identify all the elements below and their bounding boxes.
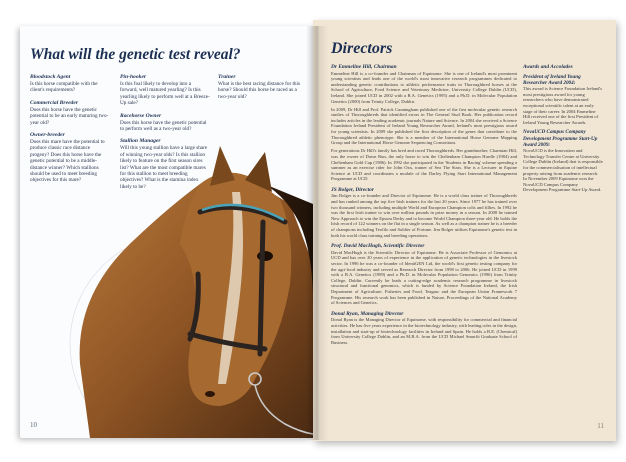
award-title: NovaUCD Campus Company Development Programme Start-Up Award 2009:: [523, 129, 598, 148]
question-block: [218, 74, 304, 100]
directors-column: [331, 64, 517, 350]
award-text: This award is Science Foundation Ireland's most prestigious award for young researchers who have demonstrated exceptional scientific talent at an early stage of their career. In 2004 Emmeline Hill received one of the first President of Ireland Young Researcher Awards.: [523, 86, 603, 125]
awards-column: [523, 64, 603, 197]
director-block: [331, 243, 517, 306]
question-block: [120, 113, 210, 133]
question-text: Does this mare have the potential to produce classic race distance progeny? Does this horse have the genetic potential to be a middle-distance winner? Which stallions should be used to meet breeding objectives for this mare?: [30, 139, 105, 184]
director-paragraph: For generations Dr Hill's family has bred and raced Thoroughbreds. Her grandmother, Charmian Hill, was the owner of Dawn Run, the only horse to win the Cheltenham Champion Hurdle (1984) and Cheltenham Gold Cup (1986). In 1992 she participated in the 'Students in Racing' scheme spending a summer as an exercise rider for John Oxx, trainer of Sea The Stars. She is a Lecturer in Equine Science at UCD and coordinates a module of the Darley Flying Start International Management Programme at UCD.: [331, 148, 517, 182]
question-text: Will this young stallion have a large share of winning two-year olds? Is this stallion likely to feature on the first season sires list? What are the most compatible mares for this stallion to meet breeding objectives? What is the stamina index likely to be?: [120, 145, 208, 190]
director-paragraph: David MacHugh is the Scientific Director of Equinome. He is Associate Professor of Genomics at UCD and has over 20 years of experience in the application of genetic technologies in the livestock sector. In 1996 he was a co-founder of IdentiGEN Ltd, the world's first genetic testing company for the agri-food industry and served as Research Director from 1998 to 2006. He joined UCD in 1999 with a B.A. Genetics (1989) and a Ph.D. in Molecular Population Genomics (1996) from Trinity College, Dublin. Currently he leads a cutting-edge academic research programme in livestock structural and functional genomics, which is funded by Science Foundation Ireland, the Irish Department of Agriculture, Fisheries and Food, Teagasc and the European Union Framework 7 Programme. His research work has been published in Nature, Proceedings of the National Academy of Sciences and Genetics.: [331, 249, 517, 306]
brochure-spread: [20, 20, 616, 441]
question-block: [30, 74, 110, 94]
horse-eye: [257, 251, 273, 261]
question-title: Racehorse Owner: [120, 112, 162, 119]
question-title: Trainer: [218, 74, 236, 80]
left-page-heading: What will the genetic test reveal?: [30, 46, 241, 63]
director-block: [331, 311, 517, 346]
question-block: [30, 100, 110, 126]
left-page: [20, 26, 313, 438]
right-page: [313, 20, 616, 441]
question-block: [120, 74, 210, 107]
director-paragraph: Jim Bolger is a co-founder and Director of Equinome. He is a world class trainer of Thoroughbreds and has ranked among the top five Irish trainers for the last 20 years. Since 1977 he has trained over two thousand winners, including multiple World and European Champion colts and fillies. In 1992 he was the first Irish trainer to win over million pounds in prize money in a season. In 2008 he trained New Approach to win the Epsom Derby and to become World Champion three-year old. He holds the Irish record of 122 winners on the flat in a single season. As well as a champion trainer he is a breeder of champions including Teofilo and Soldier of Fortune. Jim Bolger utilises Equinome's genetic test in both his world class training and breeding operations.: [331, 193, 517, 238]
director-block: [331, 64, 517, 182]
question-text: Is this foal likely to develop into a forward, well matured yearling? Is this yearling likely to perform well at a Breeze-Up sale?: [120, 81, 210, 107]
question-title: Owner-breeder: [30, 132, 65, 139]
question-column-3: [218, 74, 304, 106]
question-text: Does this horse have the genetic potential to perform well as a two-year old?: [120, 119, 207, 133]
right-page-heading: Directors: [331, 40, 393, 57]
awards-heading: Awards and Accolades: [523, 64, 573, 70]
director-paragraph: Donal Ryan is the Managing Director of Equinome, with responsibility for commercial and financial activities. He has five years experience in the biotechnology industry, with leading roles in the design, installation and start-up of biotechnology facilities in Ireland and Spain. He holds a B.E. (Chemical) from University College Dublin, and an M.B.A. from the UCD Michael Smurfit Graduate School of Business.: [331, 317, 517, 345]
director-title: JS Bolger, Director: [331, 186, 374, 193]
question-title: Stallion Manager: [120, 138, 161, 145]
director-paragraph: In 2009, Dr Hill and Prof. Patrick Cunningham published one of the first molecular genetic research studies of Thoroughbreds that identified errors in The General Stud Book. Her publication record includes articles in the leading academic journals Nature and Science. In 2004 she received a Science Foundation Ireland President of Ireland Young Researcher Award, Ireland's most prestigious award for young scientists. In 2009 she published the first description of the genes that contribute to the Thoroughbred athletic phenotype. She is a member of the International Horse Genome Mapping Group and the International Horse Genome Sequencing Consortium.: [331, 106, 517, 146]
award-text: NovaUCD is the Innovation and Technology Transfer Centre at University College Dublin (Ireland) that is responsible for the commercialisation of intellectual property arising from academic research. In November 2009 Equinome won the NovaUCD Campus Company Development Programme Start-Up Award.: [523, 148, 603, 193]
award-title: President of Ireland Young Researcher Award 2004:: [523, 73, 581, 86]
horse-nostril: [205, 391, 215, 397]
question-text: What is the best racing distance for this horse? Should this horse be raced as a two-year old?: [218, 81, 300, 100]
director-paragraph: Emmeline Hill is a co-founder and Chairman of Equinome. She is one of Ireland's most prominent young scientists and leads one of the world's most innovative research programmes dedicated to understanding genetic contributions to athletic performance traits in Thoroughbred horses at the School of Agriculture, Food Science and Veterinary Medicine, University College Dublin (UCD), Ireland. She joined UCD in 2002 with a B.A. Genetics (1995) and a Ph.D. in Molecular Population Genetics (2000) from Trinity College, Dublin.: [331, 70, 517, 104]
horse-ear-left: [210, 146, 235, 186]
question-text: Is this horse compatible with the client's requirements?: [30, 81, 98, 94]
horse-head-illustration: [50, 144, 313, 438]
director-block: [331, 187, 517, 238]
question-title: Bloodstock Agent: [30, 74, 71, 80]
page-number-right: 11: [597, 422, 604, 430]
question-title: Commercial Breeder: [30, 99, 79, 106]
page-number-left: 10: [30, 421, 37, 429]
question-text: Does this horse have the genetic potential to be an early maturing two-year old?: [30, 106, 109, 126]
director-title: Prof. David MacHugh, Scientific Director: [331, 243, 425, 250]
director-title: Donal Ryan, Managing Director: [331, 310, 404, 317]
director-title: Dr Emmeline Hill, Chairman: [331, 64, 397, 70]
question-title: Pin-hooker: [120, 74, 147, 80]
